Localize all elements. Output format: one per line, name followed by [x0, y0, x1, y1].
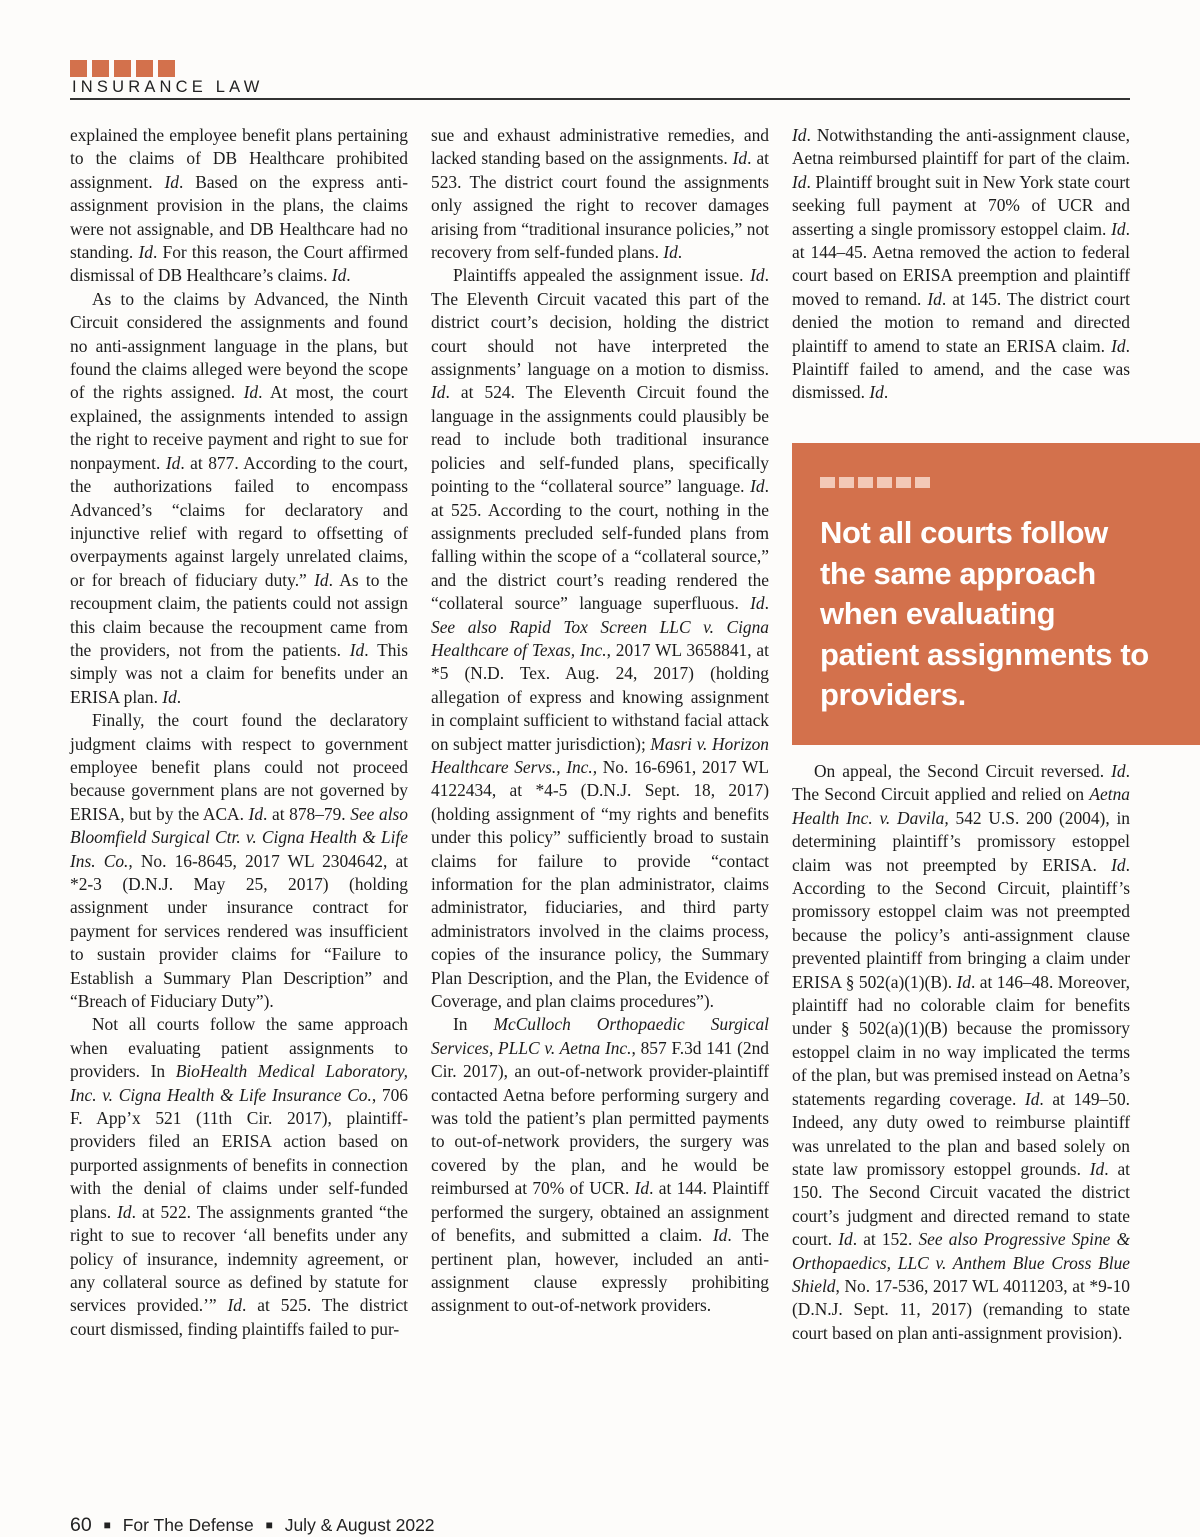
paragraph: In McCulloch Orthopaedic Surgical Services, PLLC v. Aetna Inc., 857 F.3d 141 (2nd Cir. 2017), an out-of-network provider-plaintiff contacted Aetna before performing surgery and was told the patient’s plan permitted payments to out-of-network providers, the surgery was covered by the plan, and he would be reimbursed at 70% of UCR. Id. at 144. Plaintiff performed the surgery, obtained an assignment of benefits, and submitted a claim. Id. The pertinent plan, however, included an anti-assignment clause expressly prohibiting assignment to out-of-network providers. — [431, 1014, 770, 1316]
article-column-2 — [431, 124, 769, 1318]
paragraph: As to the claims by Advanced, the Ninth Circuit considered the assignments and found no anti-assignment language in the plans, but found the claims alleged were beyond the scope of the rights assigned. Id. At most, the court explained, the assignments intended to assign the right to receive payment and right to sue for nonpayment. Id. at 877. According to the court, the authorizations failed to encompass Advanced’s “claims for declaratory and injunctive relief with regard to offsetting of overpayments against largely unrelated claims, or for breach of fiduciary duty.” Id. As to the recoupment claim, the patients could not assign this claim because the recoupment came from the providers, not from the patients. Id. This simply was not a claim for benefits under an ERISA plan. Id. — [70, 288, 408, 707]
bullet-icon: ■ — [103, 1518, 111, 1532]
publication-name: For The Defense — [122, 1515, 254, 1535]
article-column-3-top — [792, 124, 1130, 405]
square-icon — [858, 477, 873, 488]
article-column-3-bottom — [792, 760, 1130, 1345]
pull-quote-decorative-squares — [820, 475, 934, 493]
article-column-1 — [70, 124, 408, 1341]
pull-quote — [792, 443, 1200, 745]
square-icon — [896, 477, 911, 488]
bullet-icon: ■ — [265, 1518, 273, 1532]
paragraph: Id. Notwithstanding the anti-assignment clause, Aetna reimbursed plaintiff for part of the claim. Id. Plaintiff brought suit in New York state court seeking full payment at 70% of UCR and asserting a single promissory estoppel claim. Id. at 144–45. Aetna removed the action to federal court based on ERISA preemption and plaintiff moved to remand. Id. at 145. The district court denied the motion to remand and directed plaintiff to amend to state an ERISA claim. Id. Plaintiff failed to amend, and the case was dismissed. Id. — [792, 125, 1130, 403]
header-rule — [70, 98, 1130, 100]
square-icon — [114, 60, 131, 77]
section-label: INSURANCE LAW — [72, 78, 264, 96]
square-icon — [70, 60, 87, 77]
square-icon — [820, 477, 835, 488]
paragraph: Not all courts follow the same approach when evaluating patient assignments to providers. In BioHealth Medical Laboratory, Inc. v. Cigna Health & Life Insurance Co., 706 F. App’x 521 (11th Cir. 2017), plaintiff-providers filed an ERISA action based on purported assignments of benefits in connection with the denial of claims under self-funded plans. Id. at 522. The assignments granted “the right to sue to recover ‘all benefits under any policy of insurance, indemnity agreement, or any collateral source as defined by statute for services provided.’” Id. at 525. The district court dismissed, finding plaintiffs failed to pur- — [70, 1014, 408, 1339]
paragraph: Plaintiffs appealed the assignment issue. Id. The Eleventh Circuit vacated this part of the district court’s decision, holding the district court should not have interpreted the assignments’ language on a motion to dismiss. Id. at 524. The Eleventh Circuit found the language in the assignments could plausibly be read to include both traditional insurance policies and self-funded plans, specifically pointing to the “collateral source” language. Id. at 525. According to the court, nothing in the assignments precluded self-funded plans from falling within the scope of a “collateral source,” and the district court’s reading rendered the “collateral source” language superfluous. Id. See also Rapid Tox Screen LLC v. Cigna Healthcare of Texas, Inc., 2017 WL 3658841, at *5 (N.D. Tex. Aug. 24, 2017) (holding allegation of express and knowing assignment in complaint sufficient to withstand facial attack on subject matter jurisdiction); Masri v. Horizon Healthcare Servs., Inc., No. 16-6961, 2017 WL 4122434, at *4-5 (D.N.J. Sept. 18, 2017) (holding assignment of “my rights and benefits under this policy” sufficiently broad to sustain claims for failure to provide “contact information for the plan administrator, claims administrator, fiduciaries, and third party administrators involved in the claims process, copies of the insurance policy, the Summary Plan Description, and the Plan, the Evidence of Coverage, and plan claims procedures”). — [431, 265, 769, 1012]
page-header — [70, 56, 1130, 104]
pull-quote-text: Not all courts follow the same approach when evaluating patient assignments to providers. — [820, 515, 1149, 712]
square-icon — [877, 477, 892, 488]
paragraph: sue and exhaust administrative remedies, and lacked standing based on the assignments. Id. at 523. The district court found the assignments only assigned the right to recover damages arising from “traditional insurance policies,” not recovery from self-funded plans. Id. — [431, 125, 769, 263]
square-icon — [92, 60, 109, 77]
square-icon — [136, 60, 153, 77]
square-icon — [915, 477, 930, 488]
paragraph: On appeal, the Second Circuit reversed. Id. The Second Circuit applied and relied on Aetna Health Inc. v. Davila, 542 U.S. 200 (2004), in determining plaintiff’s promissory estoppel claim was not preempted by ERISA. Id. According to the Second Circuit, plaintiff’s promissory estoppel claim was not preempted because the policy’s anti-assignment clause prevented plaintiff from bringing a claim under ERISA § 502(a)(1)(B). Id. at 146–48. Moreover, plaintiff had no colorable claim for benefits under § 502(a)(1)(B) because the promissory estoppel claim in no way implicated the terms of the plan, but was premised instead on Aetna’s statements regarding coverage. Id. at 149–50. Indeed, any duty owed to reimburse plaintiff was unrelated to the plan and based solely on state law promissory estoppel grounds. Id. at 150. The Second Circuit vacated the district court’s judgment and directed remand to state court. Id. at 152. See also Progressive Spine & Orthopaedics, LLC v. Anthem Blue Cross Blue Shield, No. 17-536, 2017 WL 4011203, at *9-10 (D.N.J. Sept. 11, 2017) (remanding to state court based on plan anti-assignment provision). — [792, 761, 1131, 1343]
page-number: 60 — [70, 1514, 92, 1536]
page-footer — [70, 1514, 435, 1537]
paragraph: Finally, the court found the declaratory judgment claims with respect to government employee benefit plans could not proceed because government plans are not governed by ERISA, but by the ACA. Id. at 878–79. See also Bloomfield Surgical Ctr. v. Cigna Health & Life Ins. Co., No. 16-8645, 2017 WL 2304642, at *2-3 (D.N.J. May 25, 2017) (holding assignment under insurance contract for payment for services rendered was insufficient to sustain provider claims for “Failure to Establish a Summary Plan Description” and “Breach of Fiduciary Duty”). — [70, 710, 408, 1012]
paragraph: explained the employee benefit plans pertaining to the claims of DB Healthcare prohibited assignment. Id. Based on the express anti-assignment provision in the plans, the claims were not assignable, and DB Healthcare had no standing. Id. For this reason, the Court affirmed dismissal of DB Healthcare’s claims. Id. — [70, 125, 408, 286]
header-decorative-squares — [70, 60, 180, 78]
square-icon — [158, 60, 175, 77]
square-icon — [839, 477, 854, 488]
issue-date: July & August 2022 — [284, 1515, 435, 1535]
